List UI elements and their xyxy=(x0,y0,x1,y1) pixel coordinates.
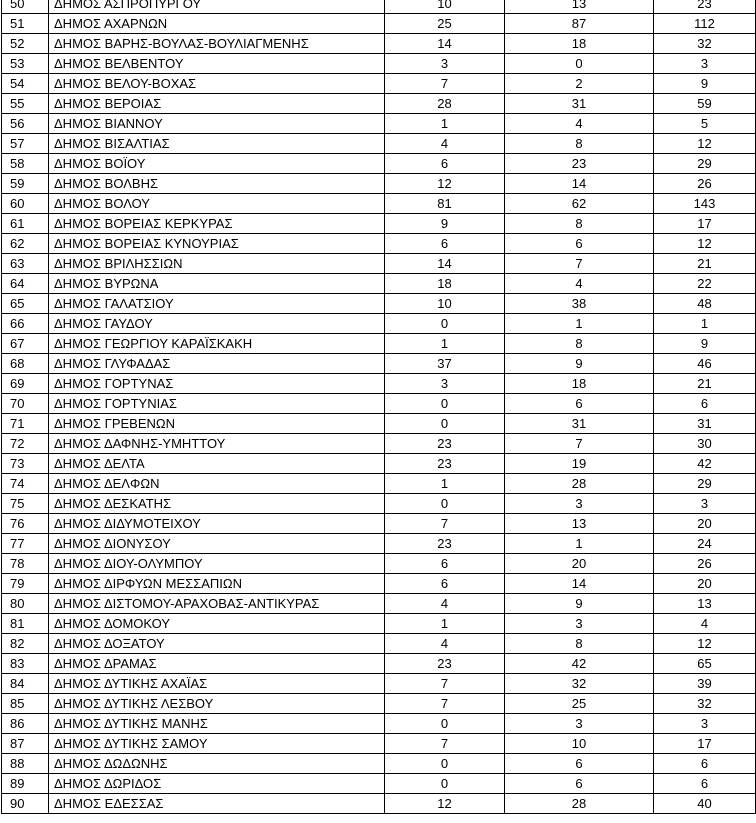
table-row xyxy=(2,434,756,454)
municipality-name-cell: ΔΗΜΟΣ ΔΙΣΤΟΜΟΥ-ΑΡΑΧΟΒΑΣ-ΑΝΤΙΚΥΡΑΣ xyxy=(49,594,385,614)
total-cell: 143 xyxy=(654,194,756,214)
table-row xyxy=(2,634,756,654)
value-a-cell: 14 xyxy=(385,34,505,54)
value-b-cell: 2 xyxy=(505,74,654,94)
row-number-cell: 90 xyxy=(2,794,49,814)
table-row xyxy=(2,594,756,614)
value-a-cell: 7 xyxy=(385,694,505,714)
municipality-name-cell: ΔΗΜΟΣ ΔΟΜΟΚΟΥ xyxy=(49,614,385,634)
municipality-name-cell: ΔΗΜΟΣ ΔΙΟΥ-ΟΛΥΜΠΟΥ xyxy=(49,554,385,574)
total-cell: 112 xyxy=(654,14,756,34)
value-a-cell: 1 xyxy=(385,614,505,634)
value-a-cell: 0 xyxy=(385,414,505,434)
total-cell: 13 xyxy=(654,594,756,614)
table-row xyxy=(2,534,756,554)
row-number-cell: 61 xyxy=(2,214,49,234)
table-row xyxy=(2,94,756,114)
municipality-name-cell: ΔΗΜΟΣ ΓΡΕΒΕΝΩΝ xyxy=(49,414,385,434)
municipality-name-cell: ΔΗΜΟΣ ΑΣΠΡΟΠΥΡΓΟΥ xyxy=(49,0,385,14)
municipality-name-cell: ΔΗΜΟΣ ΒΟΛΟΥ xyxy=(49,194,385,214)
total-cell: 32 xyxy=(654,34,756,54)
total-cell: 17 xyxy=(654,214,756,234)
value-a-cell: 0 xyxy=(385,754,505,774)
municipality-name-cell: ΔΗΜΟΣ ΔΥΤΙΚΗΣ ΜΑΝΗΣ xyxy=(49,714,385,734)
total-cell: 12 xyxy=(654,634,756,654)
row-number-cell: 72 xyxy=(2,434,49,454)
table-row xyxy=(2,234,756,254)
municipality-name-cell: ΔΗΜΟΣ ΒΟΡΕΙΑΣ ΚΕΡΚΥΡΑΣ xyxy=(49,214,385,234)
municipality-name-cell: ΔΗΜΟΣ ΓΑΛΑΤΣΙΟΥ xyxy=(49,294,385,314)
value-a-cell: 7 xyxy=(385,674,505,694)
row-number-cell: 88 xyxy=(2,754,49,774)
municipality-name-cell: ΔΗΜΟΣ ΔΥΤΙΚΗΣ ΑΧΑΪΑΣ xyxy=(49,674,385,694)
table-row xyxy=(2,614,756,634)
table-row xyxy=(2,374,756,394)
value-a-cell: 0 xyxy=(385,394,505,414)
row-number-cell: 80 xyxy=(2,594,49,614)
value-b-cell: 7 xyxy=(505,434,654,454)
value-b-cell: 3 xyxy=(505,614,654,634)
value-b-cell: 87 xyxy=(505,14,654,34)
value-a-cell: 1 xyxy=(385,334,505,354)
value-a-cell: 7 xyxy=(385,74,505,94)
value-a-cell: 12 xyxy=(385,174,505,194)
value-a-cell: 14 xyxy=(385,254,505,274)
total-cell: 30 xyxy=(654,434,756,454)
value-a-cell: 6 xyxy=(385,154,505,174)
municipality-name-cell: ΔΗΜΟΣ ΒΙΣΑΛΤΙΑΣ xyxy=(49,134,385,154)
total-cell: 39 xyxy=(654,674,756,694)
value-a-cell: 0 xyxy=(385,314,505,334)
table-row xyxy=(2,154,756,174)
total-cell: 29 xyxy=(654,154,756,174)
row-number-cell: 82 xyxy=(2,634,49,654)
table-row xyxy=(2,774,756,794)
value-b-cell: 31 xyxy=(505,414,654,434)
table-row xyxy=(2,574,756,594)
value-a-cell: 23 xyxy=(385,654,505,674)
total-cell: 1 xyxy=(654,314,756,334)
municipality-name-cell: ΔΗΜΟΣ ΔΡΑΜΑΣ xyxy=(49,654,385,674)
total-cell: 40 xyxy=(654,794,756,814)
value-a-cell: 4 xyxy=(385,134,505,154)
total-cell: 3 xyxy=(654,54,756,74)
row-number-cell: 74 xyxy=(2,474,49,494)
total-cell: 32 xyxy=(654,694,756,714)
row-number-cell: 58 xyxy=(2,154,49,174)
row-number-cell: 73 xyxy=(2,454,49,474)
row-number-cell: 52 xyxy=(2,34,49,54)
table-row xyxy=(2,354,756,374)
total-cell: 31 xyxy=(654,414,756,434)
table-row xyxy=(2,194,756,214)
value-a-cell: 0 xyxy=(385,774,505,794)
total-cell: 6 xyxy=(654,754,756,774)
table-row xyxy=(2,74,756,94)
value-a-cell: 4 xyxy=(385,594,505,614)
value-a-cell: 12 xyxy=(385,794,505,814)
row-number-cell: 84 xyxy=(2,674,49,694)
value-b-cell: 9 xyxy=(505,354,654,374)
row-number-cell: 56 xyxy=(2,114,49,134)
value-a-cell: 28 xyxy=(385,94,505,114)
table-row xyxy=(2,514,756,534)
value-b-cell: 20 xyxy=(505,554,654,574)
municipality-name-cell: ΔΗΜΟΣ ΓΑΥΔΟΥ xyxy=(49,314,385,334)
municipality-name-cell: ΔΗΜΟΣ ΒΕΡΟΙΑΣ xyxy=(49,94,385,114)
row-number-cell: 50 xyxy=(2,0,49,14)
table-row xyxy=(2,734,756,754)
total-cell: 22 xyxy=(654,274,756,294)
row-number-cell: 57 xyxy=(2,134,49,154)
total-cell: 12 xyxy=(654,234,756,254)
row-number-cell: 59 xyxy=(2,174,49,194)
total-cell: 20 xyxy=(654,514,756,534)
table-row xyxy=(2,214,756,234)
value-b-cell: 25 xyxy=(505,694,654,714)
row-number-cell: 67 xyxy=(2,334,49,354)
table-row xyxy=(2,394,756,414)
table-row xyxy=(2,274,756,294)
municipality-name-cell: ΔΗΜΟΣ ΔΙΡΦΥΩΝ ΜΕΣΣΑΠΙΩΝ xyxy=(49,574,385,594)
municipality-name-cell: ΔΗΜΟΣ ΓΟΡΤΥΝΙΑΣ xyxy=(49,394,385,414)
row-number-cell: 77 xyxy=(2,534,49,554)
value-a-cell: 7 xyxy=(385,734,505,754)
value-a-cell: 25 xyxy=(385,14,505,34)
value-b-cell: 10 xyxy=(505,734,654,754)
row-number-cell: 65 xyxy=(2,294,49,314)
table-row xyxy=(2,34,756,54)
total-cell: 46 xyxy=(654,354,756,374)
value-a-cell: 23 xyxy=(385,454,505,474)
value-b-cell: 13 xyxy=(505,0,654,14)
total-cell: 26 xyxy=(654,174,756,194)
value-b-cell: 8 xyxy=(505,334,654,354)
total-cell: 24 xyxy=(654,534,756,554)
total-cell: 17 xyxy=(654,734,756,754)
table-row xyxy=(2,294,756,314)
table-row xyxy=(2,54,756,74)
value-a-cell: 23 xyxy=(385,434,505,454)
value-b-cell: 6 xyxy=(505,774,654,794)
value-b-cell: 3 xyxy=(505,494,654,514)
municipality-name-cell: ΔΗΜΟΣ ΒΙΑΝΝΟΥ xyxy=(49,114,385,134)
total-cell: 21 xyxy=(654,374,756,394)
table-row xyxy=(2,714,756,734)
table-row xyxy=(2,254,756,274)
row-number-cell: 75 xyxy=(2,494,49,514)
value-a-cell: 0 xyxy=(385,714,505,734)
row-number-cell: 89 xyxy=(2,774,49,794)
municipality-name-cell: ΔΗΜΟΣ ΕΔΕΣΣΑΣ xyxy=(49,794,385,814)
municipality-name-cell: ΔΗΜΟΣ ΒΑΡΗΣ-ΒΟΥΛΑΣ-ΒΟΥΛΙΑΓΜΕΝΗΣ xyxy=(49,34,385,54)
value-a-cell: 6 xyxy=(385,574,505,594)
value-a-cell: 4 xyxy=(385,634,505,654)
municipality-name-cell: ΔΗΜΟΣ ΔΟΞΑΤΟΥ xyxy=(49,634,385,654)
total-cell: 42 xyxy=(654,454,756,474)
value-b-cell: 3 xyxy=(505,714,654,734)
value-a-cell: 10 xyxy=(385,0,505,14)
municipality-name-cell: ΔΗΜΟΣ ΔΥΤΙΚΗΣ ΣΑΜΟΥ xyxy=(49,734,385,754)
municipality-table xyxy=(1,0,756,814)
value-b-cell: 6 xyxy=(505,754,654,774)
row-number-cell: 69 xyxy=(2,374,49,394)
value-b-cell: 14 xyxy=(505,174,654,194)
row-number-cell: 51 xyxy=(2,14,49,34)
municipality-name-cell: ΔΗΜΟΣ ΔΩΡΙΔΟΣ xyxy=(49,774,385,794)
row-number-cell: 83 xyxy=(2,654,49,674)
row-number-cell: 60 xyxy=(2,194,49,214)
row-number-cell: 79 xyxy=(2,574,49,594)
municipality-name-cell: ΔΗΜΟΣ ΔΩΔΩΝΗΣ xyxy=(49,754,385,774)
table-row xyxy=(2,654,756,674)
municipality-name-cell: ΔΗΜΟΣ ΔΥΤΙΚΗΣ ΛΕΣΒΟΥ xyxy=(49,694,385,714)
value-a-cell: 0 xyxy=(385,494,505,514)
value-a-cell: 10 xyxy=(385,294,505,314)
total-cell: 23 xyxy=(654,0,756,14)
municipality-name-cell: ΔΗΜΟΣ ΔΕΣΚΑΤΗΣ xyxy=(49,494,385,514)
value-b-cell: 31 xyxy=(505,94,654,114)
value-b-cell: 38 xyxy=(505,294,654,314)
row-number-cell: 68 xyxy=(2,354,49,374)
value-b-cell: 1 xyxy=(505,314,654,334)
value-a-cell: 3 xyxy=(385,374,505,394)
table-row xyxy=(2,754,756,774)
municipality-name-cell: ΔΗΜΟΣ ΔΙΟΝΥΣΟΥ xyxy=(49,534,385,554)
value-b-cell: 18 xyxy=(505,34,654,54)
row-number-cell: 87 xyxy=(2,734,49,754)
municipality-name-cell: ΔΗΜΟΣ ΒΥΡΩΝΑ xyxy=(49,274,385,294)
row-number-cell: 76 xyxy=(2,514,49,534)
value-b-cell: 28 xyxy=(505,474,654,494)
table-row xyxy=(2,14,756,34)
municipality-name-cell: ΔΗΜΟΣ ΓΛΥΦΑΔΑΣ xyxy=(49,354,385,374)
table-row xyxy=(2,414,756,434)
row-number-cell: 86 xyxy=(2,714,49,734)
municipality-name-cell: ΔΗΜΟΣ ΒΕΛΒΕΝΤΟΥ xyxy=(49,54,385,74)
value-b-cell: 14 xyxy=(505,574,654,594)
value-b-cell: 0 xyxy=(505,54,654,74)
value-b-cell: 8 xyxy=(505,134,654,154)
municipality-name-cell: ΔΗΜΟΣ ΓΟΡΤΥΝΑΣ xyxy=(49,374,385,394)
total-cell: 6 xyxy=(654,774,756,794)
value-b-cell: 23 xyxy=(505,154,654,174)
municipality-name-cell: ΔΗΜΟΣ ΓΕΩΡΓΙΟΥ ΚΑΡΑΪΣΚΑΚΗ xyxy=(49,334,385,354)
value-b-cell: 19 xyxy=(505,454,654,474)
table-row xyxy=(2,474,756,494)
total-cell: 4 xyxy=(654,614,756,634)
value-b-cell: 62 xyxy=(505,194,654,214)
table-row xyxy=(2,694,756,714)
total-cell: 9 xyxy=(654,74,756,94)
table-body xyxy=(2,0,756,814)
row-number-cell: 85 xyxy=(2,694,49,714)
row-number-cell: 71 xyxy=(2,414,49,434)
table-row xyxy=(2,174,756,194)
table-row xyxy=(2,554,756,574)
total-cell: 5 xyxy=(654,114,756,134)
value-a-cell: 9 xyxy=(385,214,505,234)
row-number-cell: 62 xyxy=(2,234,49,254)
total-cell: 6 xyxy=(654,394,756,414)
value-b-cell: 8 xyxy=(505,634,654,654)
value-b-cell: 18 xyxy=(505,374,654,394)
value-b-cell: 13 xyxy=(505,514,654,534)
row-number-cell: 53 xyxy=(2,54,49,74)
municipality-name-cell: ΔΗΜΟΣ ΑΧΑΡΝΩΝ xyxy=(49,14,385,34)
value-b-cell: 1 xyxy=(505,534,654,554)
row-number-cell: 54 xyxy=(2,74,49,94)
value-a-cell: 37 xyxy=(385,354,505,374)
municipality-name-cell: ΔΗΜΟΣ ΔΕΛΦΩΝ xyxy=(49,474,385,494)
total-cell: 59 xyxy=(654,94,756,114)
value-a-cell: 1 xyxy=(385,474,505,494)
total-cell: 48 xyxy=(654,294,756,314)
row-number-cell: 64 xyxy=(2,274,49,294)
total-cell: 12 xyxy=(654,134,756,154)
value-a-cell: 6 xyxy=(385,234,505,254)
value-b-cell: 28 xyxy=(505,794,654,814)
value-b-cell: 4 xyxy=(505,274,654,294)
total-cell: 20 xyxy=(654,574,756,594)
municipality-name-cell: ΔΗΜΟΣ ΒΕΛΟΥ-ΒΟΧΑΣ xyxy=(49,74,385,94)
row-number-cell: 81 xyxy=(2,614,49,634)
total-cell: 21 xyxy=(654,254,756,274)
value-b-cell: 6 xyxy=(505,394,654,414)
municipality-name-cell: ΔΗΜΟΣ ΔΙΔΥΜΟΤΕΙΧΟΥ xyxy=(49,514,385,534)
value-b-cell: 6 xyxy=(505,234,654,254)
table-row xyxy=(2,134,756,154)
municipality-name-cell: ΔΗΜΟΣ ΒΟΛΒΗΣ xyxy=(49,174,385,194)
total-cell: 29 xyxy=(654,474,756,494)
total-cell: 9 xyxy=(654,334,756,354)
total-cell: 3 xyxy=(654,494,756,514)
value-b-cell: 7 xyxy=(505,254,654,274)
table-row xyxy=(2,494,756,514)
table-row xyxy=(2,114,756,134)
row-number-cell: 66 xyxy=(2,314,49,334)
row-number-cell: 70 xyxy=(2,394,49,414)
municipality-name-cell: ΔΗΜΟΣ ΒΟΪΟΥ xyxy=(49,154,385,174)
table-row xyxy=(2,334,756,354)
value-a-cell: 81 xyxy=(385,194,505,214)
table-row xyxy=(2,0,756,14)
value-b-cell: 4 xyxy=(505,114,654,134)
value-a-cell: 23 xyxy=(385,534,505,554)
value-a-cell: 3 xyxy=(385,54,505,74)
municipality-name-cell: ΔΗΜΟΣ ΒΟΡΕΙΑΣ ΚΥΝΟΥΡΙΑΣ xyxy=(49,234,385,254)
row-number-cell: 63 xyxy=(2,254,49,274)
value-b-cell: 32 xyxy=(505,674,654,694)
municipality-name-cell: ΔΗΜΟΣ ΔΕΛΤΑ xyxy=(49,454,385,474)
value-b-cell: 42 xyxy=(505,654,654,674)
value-a-cell: 7 xyxy=(385,514,505,534)
total-cell: 65 xyxy=(654,654,756,674)
table-row xyxy=(2,674,756,694)
total-cell: 26 xyxy=(654,554,756,574)
value-a-cell: 6 xyxy=(385,554,505,574)
table-row xyxy=(2,454,756,474)
municipality-name-cell: ΔΗΜΟΣ ΒΡΙΛΗΣΣΙΩΝ xyxy=(49,254,385,274)
value-b-cell: 8 xyxy=(505,214,654,234)
row-number-cell: 55 xyxy=(2,94,49,114)
total-cell: 3 xyxy=(654,714,756,734)
row-number-cell: 78 xyxy=(2,554,49,574)
value-b-cell: 9 xyxy=(505,594,654,614)
table-row xyxy=(2,794,756,814)
value-a-cell: 1 xyxy=(385,114,505,134)
table-row xyxy=(2,314,756,334)
municipality-name-cell: ΔΗΜΟΣ ΔΑΦΝΗΣ-ΥΜΗΤΤΟΥ xyxy=(49,434,385,454)
value-a-cell: 18 xyxy=(385,274,505,294)
